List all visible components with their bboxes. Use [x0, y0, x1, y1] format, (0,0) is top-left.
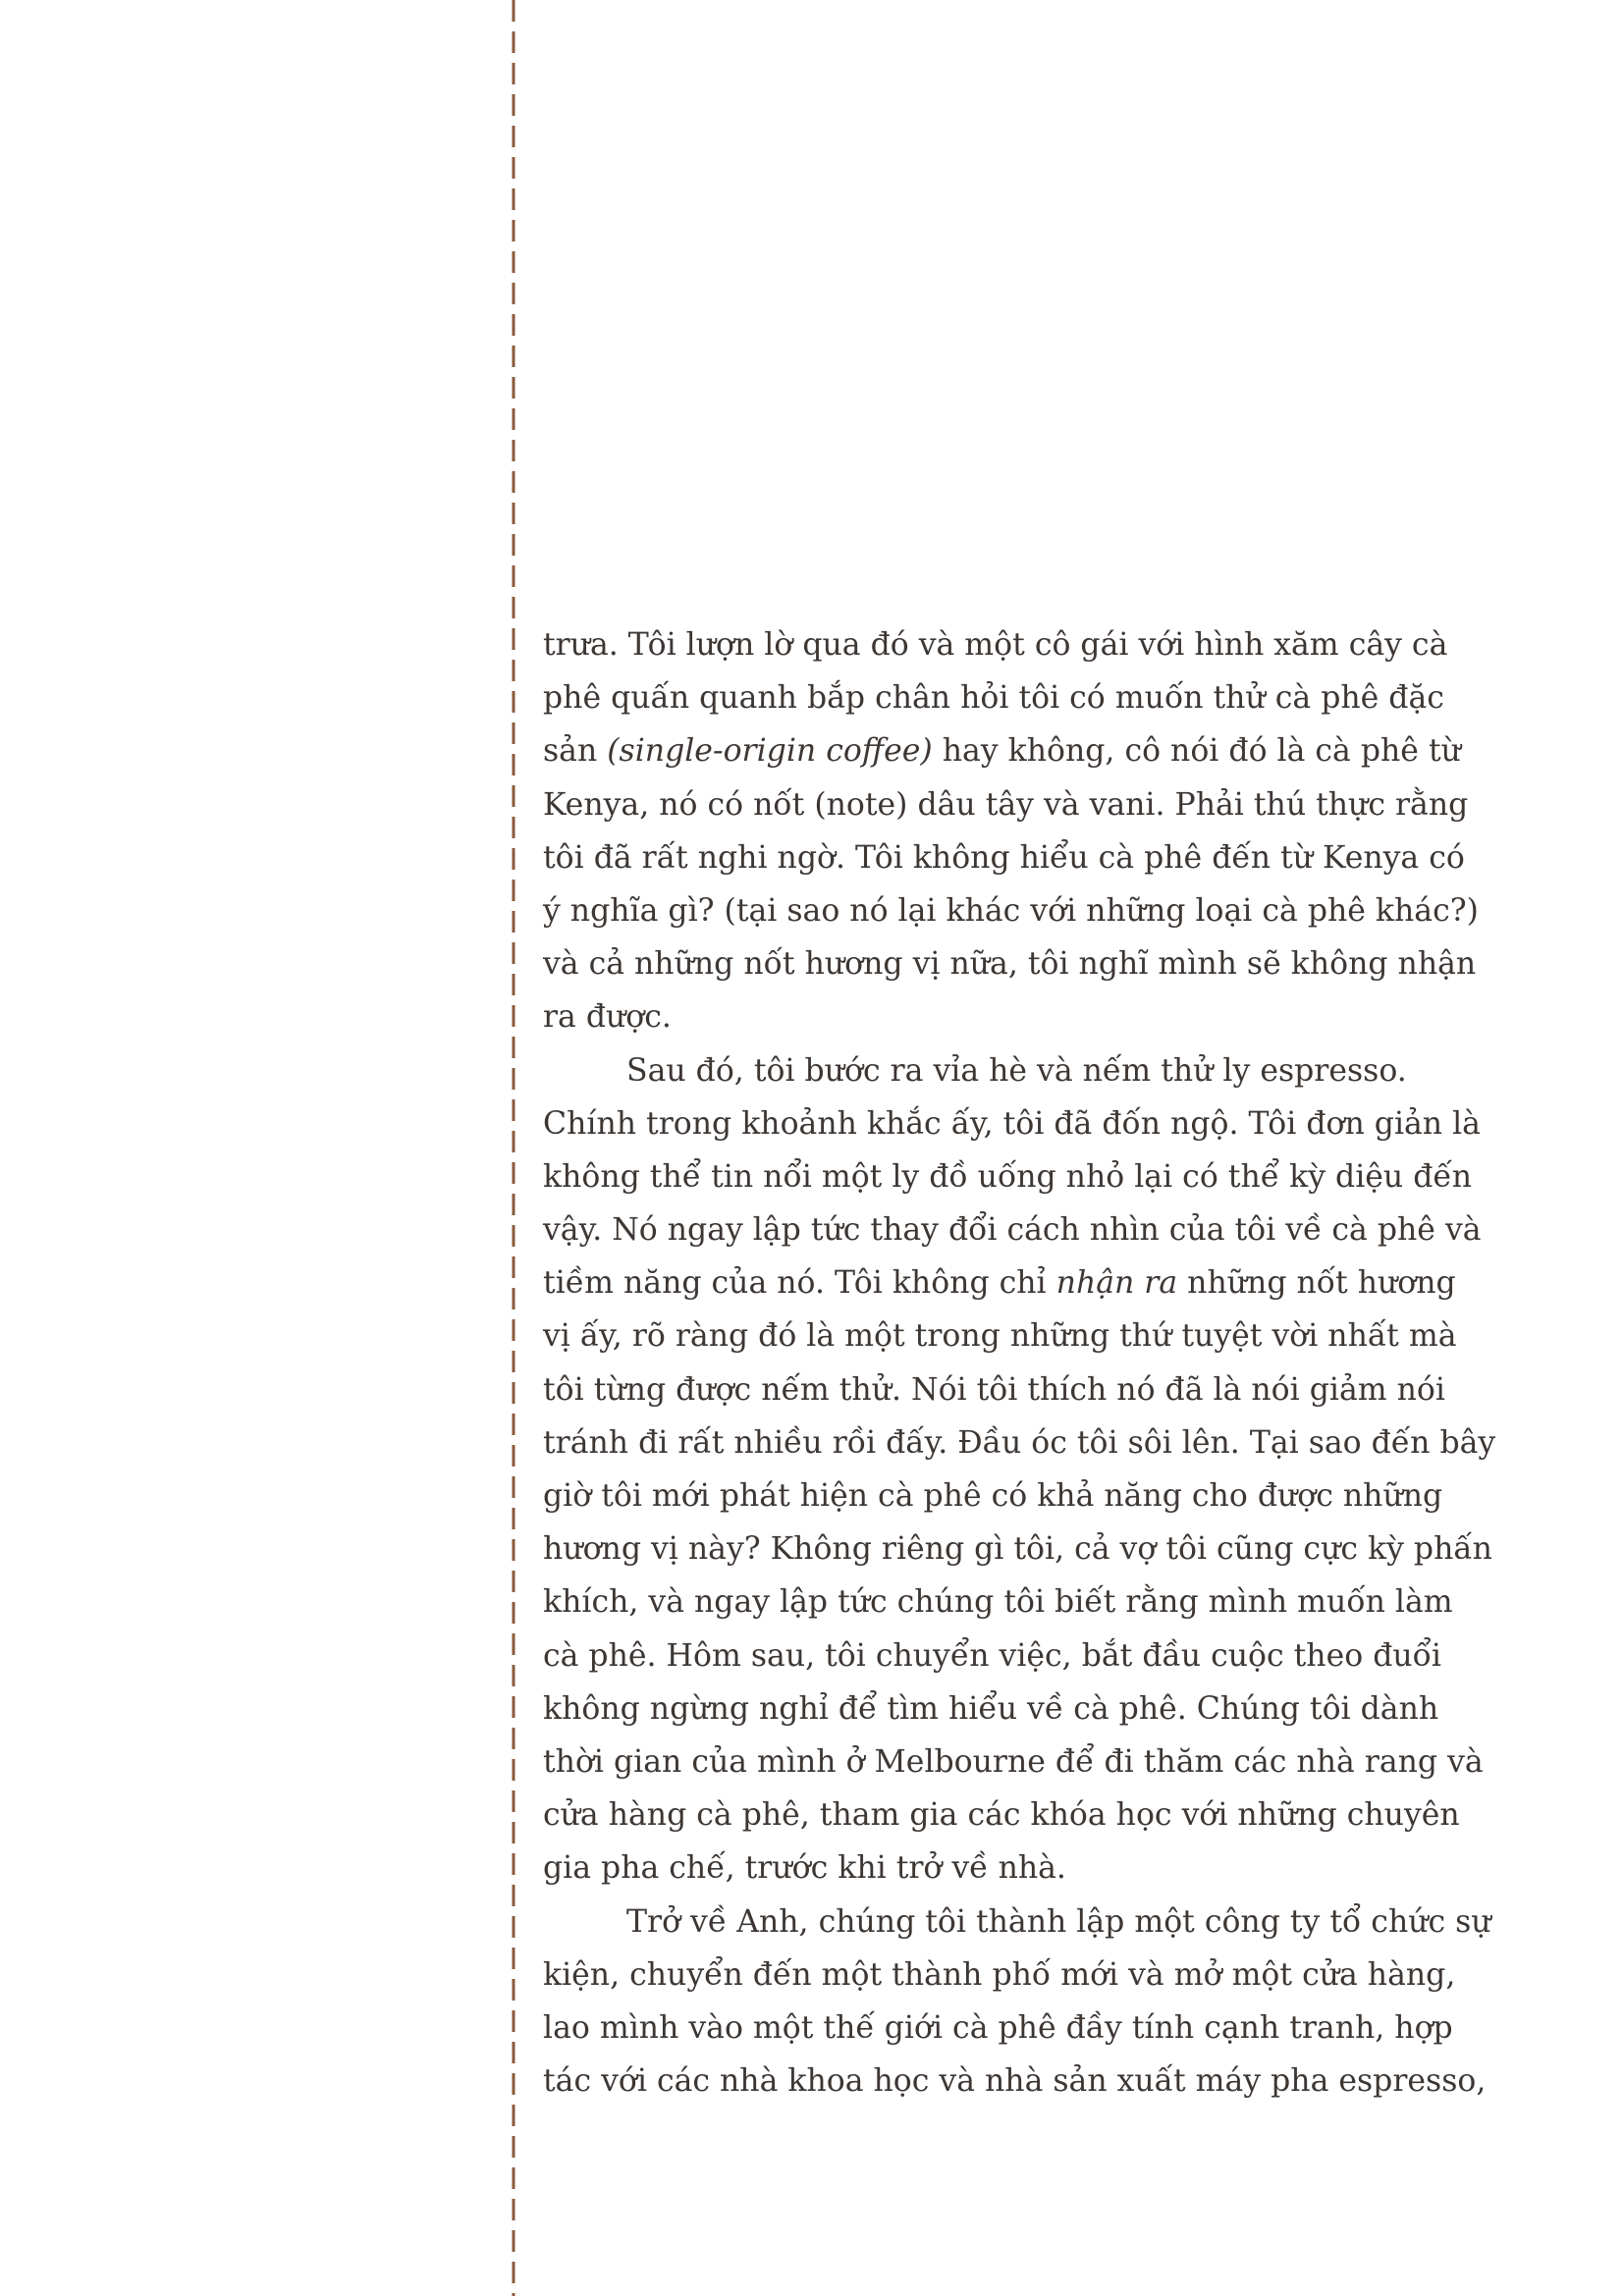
text-line: và cả những nốt hương vị nữa, tôi nghĩ mình sẽ không nhận: [543, 946, 1477, 983]
text-line: cửa hàng cà phê, tham gia các khóa học với những chuyên: [543, 1797, 1460, 1834]
text-line: tôi từng được nếm thử. Nói tôi thích nó đã là nói giảm nói: [543, 1371, 1445, 1408]
text-line: giờ tôi mới phát hiện cà phê có khả năng cho được những: [543, 1478, 1443, 1514]
paragraph-start-line: Trở về Anh, chúng tôi thành lập một công ty tổ chức sự: [626, 1903, 1491, 1940]
text-line: tôi đã rất nghi ngờ. Tôi không hiểu cà phê đến từ Kenya có: [543, 839, 1465, 876]
text-line: kiện, chuyển đến một thành phố mới và mở một cửa hàng,: [543, 1956, 1456, 1993]
text-line: Chính trong khoảnh khắc ấy, tôi đã đốn ngộ. Tôi đơn giản là: [543, 1105, 1481, 1142]
text-line: khích, và ngay lập tức chúng tôi biết rằng mình muốn làm: [543, 1584, 1453, 1621]
text-line: [543, 1256, 1456, 1309]
text-line: gia pha chế, trước khi trở về nhà.: [543, 1850, 1066, 1887]
text-line: [543, 724, 1461, 777]
paragraph-start-line: Sau đó, tôi bước ra vỉa hè và nếm thử ly espresso.: [626, 1052, 1407, 1089]
text-line: ý nghĩa gì? (tại sao nó lại khác với những loại cà phê khác?): [543, 892, 1479, 929]
text-line: lao mình vào một thế giới cà phê đầy tính cạnh tranh, hợp: [543, 2009, 1453, 2046]
text-segment: những nốt hương: [1177, 1265, 1456, 1302]
text-line: Kenya, nó có nốt (note) dâu tây và vani. Phải thú thực rằng: [543, 786, 1469, 823]
text-line: ra được.: [543, 999, 672, 1036]
italic-term: (single-origin coffee): [607, 733, 933, 770]
text-segment: tiềm năng của nó. Tôi không chỉ: [543, 1265, 1056, 1302]
text-line: không ngừng nghỉ để tìm hiểu về cà phê. Chúng tôi dành: [543, 1690, 1439, 1727]
text-line: không thể tin nổi một ly đồ uống nhỏ lại có thể kỳ diệu đến: [543, 1158, 1473, 1195]
text-line: hương vị này? Không riêng gì tôi, cả vợ tôi cũng cực kỳ phấn: [543, 1531, 1492, 1568]
text-line: phê quấn quanh bắp chân hỏi tôi có muốn thử cà phê đặc: [543, 680, 1444, 717]
text-line: vị ấy, rõ ràng đó là một trong những thứ tuyệt vời nhất mà: [543, 1318, 1457, 1355]
text-line: tránh đi rất nhiều rồi đấy. Đầu óc tôi sôi lên. Tại sao đến bây: [543, 1424, 1496, 1461]
italic-term: nhận ra: [1055, 1265, 1178, 1302]
text-line: tác với các nhà khoa học và nhà sản xuất máy pha espresso,: [543, 2063, 1487, 2100]
text-line: trưa. Tôi lượn lờ qua đó và một cô gái với hình xăm cây cà: [543, 627, 1448, 663]
text-line: thời gian của mình ở Melbourne để đi thăm các nhà rang và: [543, 1743, 1484, 1780]
body-text: [543, 618, 1496, 2108]
text-line: cà phê. Hôm sau, tôi chuyển việc, bắt đầu cuộc theo đuổi: [543, 1637, 1442, 1674]
text-segment: sản: [543, 733, 608, 770]
dashed-margin-line: [512, 0, 515, 2296]
text-line: vậy. Nó ngay lập tức thay đổi cách nhìn của tôi về cà phê và: [543, 1212, 1482, 1249]
text-segment: hay không, cô nói đó là cà phê từ: [932, 733, 1461, 770]
